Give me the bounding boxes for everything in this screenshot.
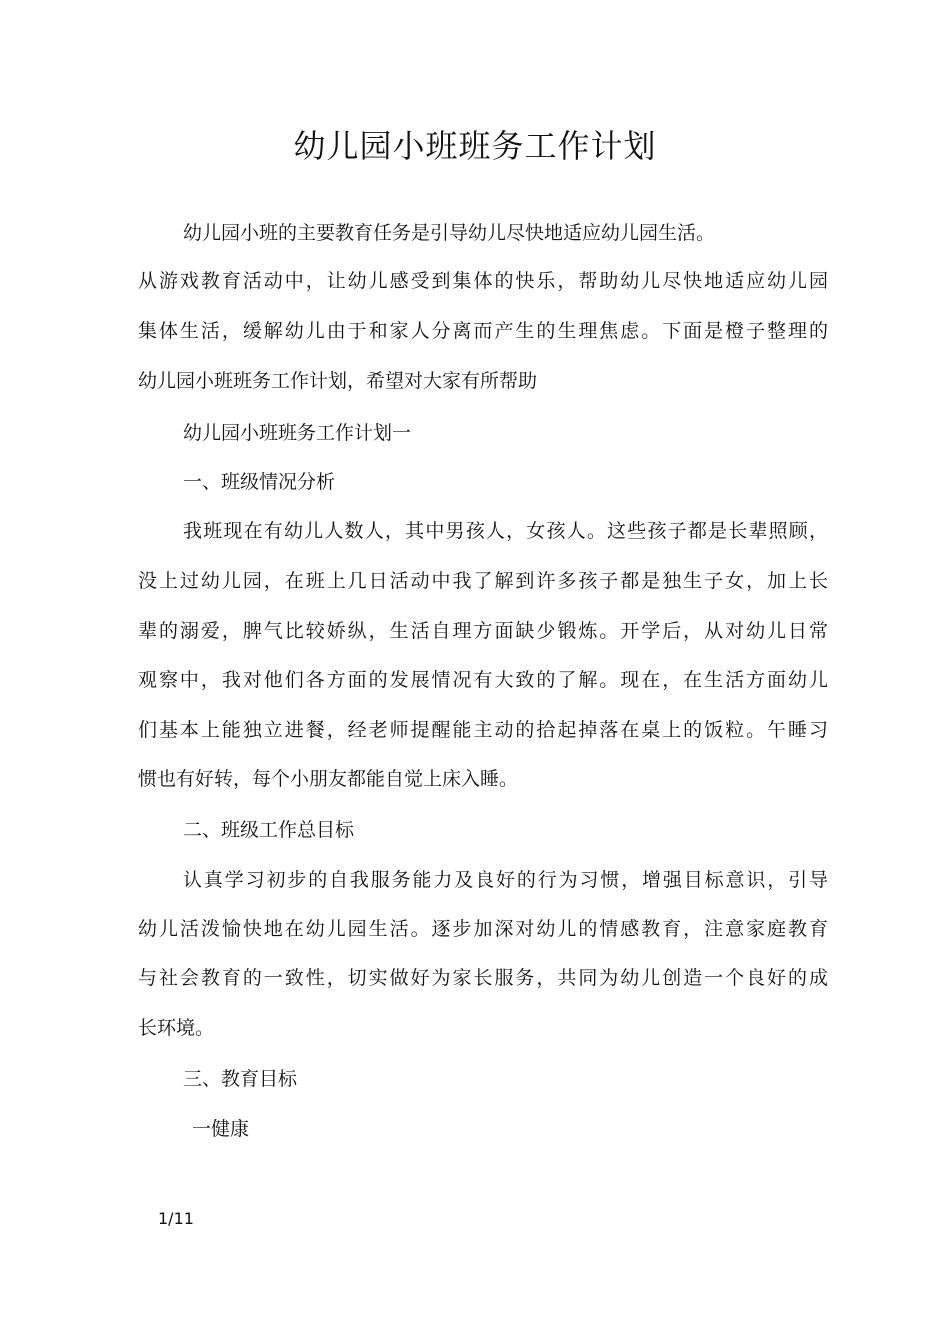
page-number: 1/11 (158, 1209, 194, 1228)
section2-line-2: 幼儿活泼愉快地在幼儿园生活。逐步加深对幼儿的情感教育，注意家庭教育 (138, 918, 828, 940)
section1-heading: 一、班级情况分析 (183, 471, 336, 493)
section1-line-4: 观察中，我对他们各方面的发展情况有大致的了解。现在，在生活方面幼儿 (138, 669, 828, 691)
intro-line-4: 幼儿园小班班务工作计划，希望对大家有所帮助 (138, 370, 538, 392)
intro-line-2: 从游戏教育活动中，让幼儿感受到集体的快乐，帮助幼儿尽快地适应幼儿园 (138, 270, 828, 292)
section1-line-1: 我班现在有幼儿人数人，其中男孩人，女孩人。这些孩子都是长辈照顾， (183, 520, 828, 542)
section2-line-4: 长环境。 (138, 1017, 215, 1039)
section2-line-3: 与社会教育的一致性，切实做好为家长服务，共同为幼儿创造一个良好的成 (138, 967, 828, 989)
subsection1-heading: 一健康 (192, 1118, 250, 1140)
section1-line-5: 们基本上能独立进餐，经老师提醒能主动的拾起掉落在桌上的饭粒。午睡习 (138, 719, 828, 741)
section1-line-6: 惯也有好转，每个小朋友都能自觉上床入睡。 (138, 768, 519, 790)
section1-line-2: 没上过幼儿园，在班上几日活动中我了解到许多孩子都是独生子女，加上长 (138, 570, 828, 592)
intro-line-3: 集体生活，缓解幼儿由于和家人分离而产生的生理焦虑。下面是橙子整理的 (138, 320, 828, 342)
document-title: 幼儿园小班班务工作计划 (293, 127, 657, 165)
section2-heading: 二、班级工作总目标 (183, 819, 355, 841)
section1-line-3: 辈的溺爱，脾气比较娇纵，生活自理方面缺少锻炼。开学后，从对幼儿日常 (138, 620, 828, 642)
section2-line-1: 认真学习初步的自我服务能力及良好的行为习惯，增强目标意识，引导 (183, 869, 828, 891)
plan-heading: 幼儿园小班班务工作计划一 (183, 422, 412, 444)
intro-line-1: 幼儿园小班的主要教育任务是引导幼儿尽快地适应幼儿园生活。 (183, 222, 716, 244)
section3-heading: 三、教育目标 (183, 1068, 298, 1090)
